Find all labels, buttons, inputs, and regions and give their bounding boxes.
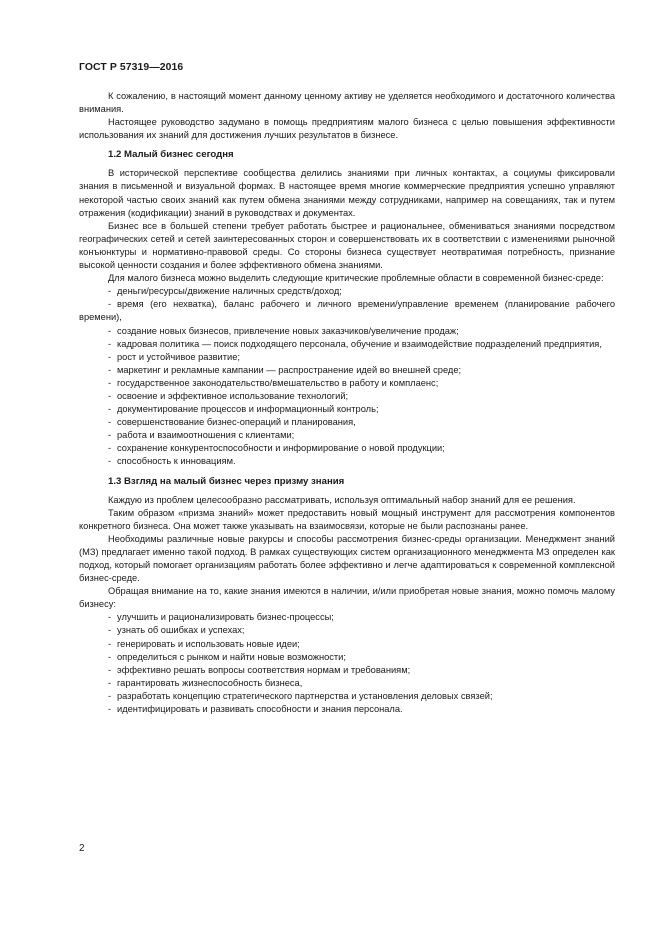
- section-1-3-paragraph-2: Таким образом «призма знаний» может предоставить новый мощный инструмент для рассмотрения компонентов конкретного бизнеса. Она может также указывать на взаимосвязи, которые не были распознаны ранее.: [79, 507, 615, 531]
- list-item: - государственное законодательство/вмешательство в работу и комплаенс;: [79, 377, 615, 390]
- list-item: - освоение и эффективное использование технологий;: [79, 390, 615, 403]
- page-number: 2: [79, 843, 85, 854]
- section-1-2-paragraph-3: Для малого бизнеса можно выделить следующие критические проблемные области в современной бизнес-среде:: [108, 273, 604, 284]
- list-item: - узнать об ошибках и успехах;: [79, 624, 615, 637]
- standard-code-header: ГОСТ Р 57319—2016: [79, 62, 184, 73]
- list-item: - идентифицировать и развивать способности и знания персонала.: [79, 703, 615, 716]
- problem-areas-list: [79, 285, 615, 468]
- intro-paragraph-1: К сожалению, в настоящий момент данному ценному активу не уделяется необходимого и достаточного количества внимания.: [79, 91, 615, 115]
- knowledge-benefits-list: [79, 611, 615, 716]
- list-item: - улучшить и рационализировать бизнес-процессы;: [79, 611, 615, 624]
- section-1-3-paragraph-4: Обращая внимание на то, какие знания имеются в наличии, и/или приобретая новые знания, можно помочь малому бизнесу:: [79, 586, 615, 610]
- list-item: - работа и взаимоотношения с клиентами;: [79, 429, 615, 442]
- section-1-3-paragraph-3: Необходимы различные новые ракурсы и способы рассмотрения бизнес-среды организации. Менеджмент знаний (МЗ) предлагает именно такой подход. В рамках существующих систем организационного менеджмента МЗ определен как подход, который помогает организациям работать более эффективно и легче адаптироваться к современной комплексной бизнес-среде.: [79, 533, 615, 584]
- list-item: - маркетинг и рекламные кампании — распространение идей во внешней среде;: [79, 364, 615, 377]
- list-item: - генерировать и использовать новые идеи;: [79, 638, 615, 651]
- list-item: - создание новых бизнесов, привлечение новых заказчиков/увеличение продаж;: [79, 325, 615, 338]
- section-heading-1-2: 1.2 Малый бизнес сегодня: [108, 149, 234, 161]
- list-item: - время (его нехватка), баланс рабочего и личного времени/управление временем (планирование рабочего времени),: [79, 298, 615, 324]
- section-1-2-paragraph-1: В исторической перспективе сообщества делились знаниями при личных контактах, а социумы фиксировали знания в письменной и визуальной формах. В настоящее время многие коммерческие предприятия успешно управляют некоторой частью своих знаний как путем обмена знаниями между сотрудниками, например на совещаниях, так и путем отражения (кодификации) знаний в руководствах и документах.: [79, 168, 615, 218]
- section-1-3-paragraph-1: Каждую из проблем целесообразно рассматривать, используя оптимальный набор знаний для ее решения.: [108, 494, 576, 505]
- section-1-2-paragraph-2: Бизнес все в большей степени требует работать быстрее и рациональнее, обмениваться знаниями посредством географических сетей и сетей заинтересованных сторон и совершенствовать их в соответствии с изменениями рыночной конъюнктуры и нормативно-правовой среды. Со стороны бизнеса существует неотвратимая потребность, признание высокой ценности создания и более эффективного обмена знаниями.: [79, 220, 615, 271]
- list-item: - кадровая политика — поиск подходящего персонала, обучение и взаимодействие подразделений предприятия,: [79, 338, 615, 351]
- list-item: - гарантировать жизнеспособность бизнеса,: [79, 677, 615, 690]
- list-item: - деньги/ресурсы/движение наличных средств/доход;: [79, 285, 615, 298]
- list-item: - совершенствование бизнес-операций и планирования,: [79, 416, 615, 429]
- list-item: - разработать концепцию стратегического партнерства и установления деловых связей;: [79, 690, 615, 703]
- list-item: - способность к инновациям.: [79, 455, 615, 468]
- list-item: - документирование процессов и информационный контроль;: [79, 403, 615, 416]
- list-item: - сохранение конкурентоспособности и информирование о новой продукции;: [79, 442, 615, 455]
- list-item: - эффективно решать вопросы соответствия нормам и требованиям;: [79, 664, 615, 677]
- document-body: [79, 90, 615, 716]
- list-item: - рост и устойчивое развитие;: [79, 351, 615, 364]
- intro-paragraph-2: Настоящее руководство задумано в помощь предприятиям малого бизнеса с целью повышения эффективности использования их знаний для достижения лучших результатов в бизнесе.: [79, 117, 615, 141]
- section-heading-1-3: 1.3 Взгляд на малый бизнес через призму знания: [108, 475, 345, 487]
- list-item: - определиться с рынком и найти новые возможности;: [79, 651, 615, 664]
